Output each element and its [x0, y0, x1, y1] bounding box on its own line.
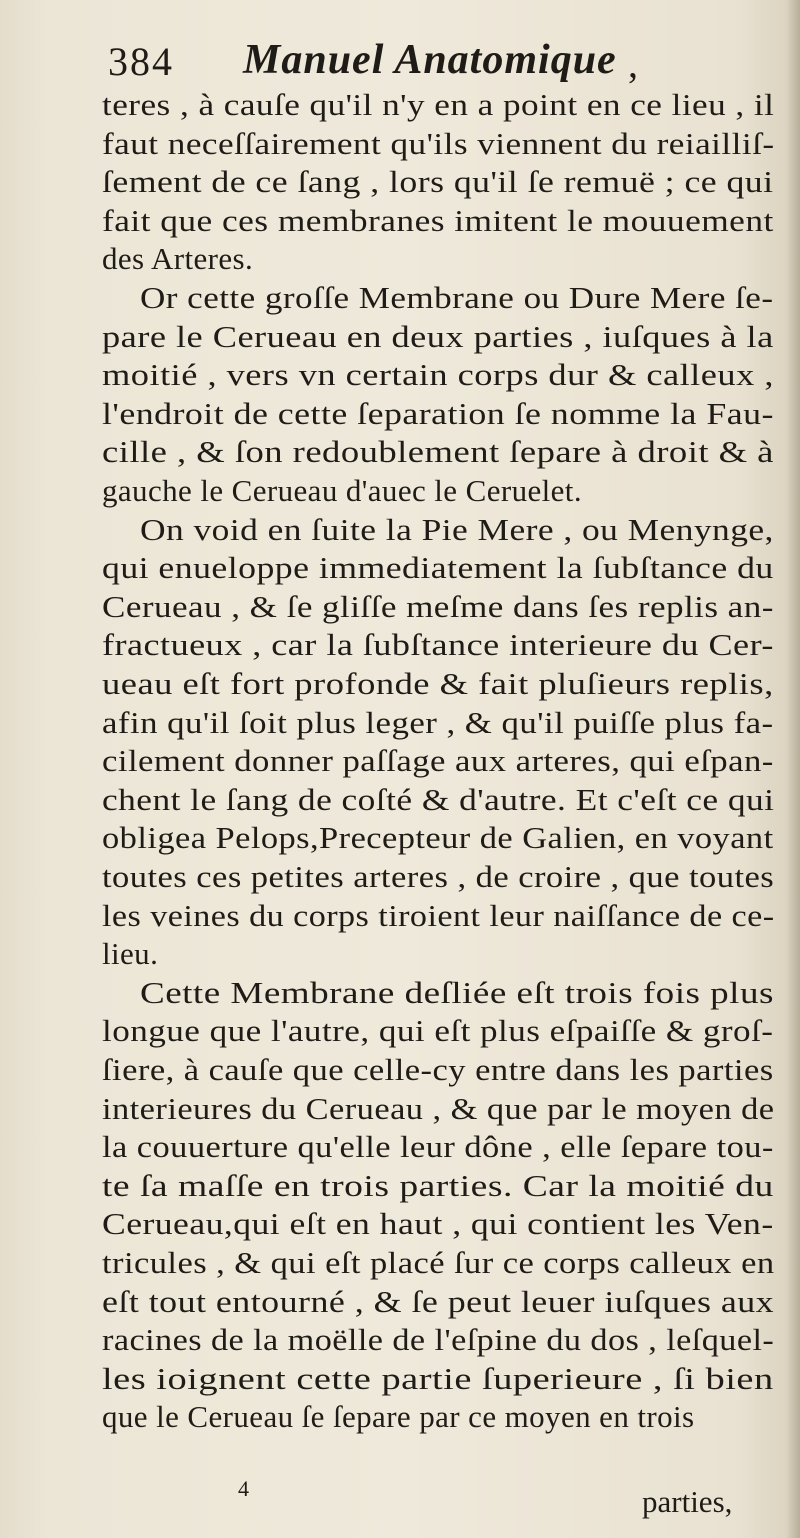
- text-line: tricules , & qui eſt placé ſur ce corps calleux en: [102, 1245, 775, 1280]
- text-line: afin qu'il ſoit plus leger , & qu'il puiſſe plus fa-: [102, 704, 774, 740]
- text-line: Or cette groſſe Membrane ou Dure Mere ſe-: [140, 280, 774, 315]
- running-head: [108, 34, 668, 90]
- catchword: parties,: [642, 1484, 733, 1519]
- text-line: obligea Pelops,Precepteur de Galien, en voyant: [102, 820, 774, 856]
- running-title-comma: ,: [628, 41, 638, 86]
- text-line: toutes ces petites arteres , de croire , que toutes: [102, 859, 775, 894]
- text-line: pare le Cerueau en deux parties , iuſques à la: [102, 318, 774, 354]
- text-line: ſiere, à cauſe que celle-cy entre dans les parties: [102, 1052, 774, 1087]
- text-line: te ſa maſſe en trois parties. Car la moitié du: [102, 1167, 774, 1203]
- text-line: racines de la moëlle de l'eſpine du dos , leſquel-: [102, 1322, 775, 1358]
- text-line: faut neceſſairement qu'ils viennent du reiailliſ-: [102, 125, 775, 161]
- text-line: On void en ſuite la Pie Mere , ou Menynge,: [140, 511, 774, 547]
- text-line: ueau eſt fort profonde & fait pluſieurs replis,: [102, 666, 774, 701]
- text-line: ſement de ce ſang , lors qu'il ſe remuë ; ce qui: [102, 164, 774, 200]
- text-line: les ioignent cette partie ſuperieure , ſi bien: [102, 1360, 774, 1396]
- text-line: l'endroit de cette ſeparation ſe nomme la Fau-: [102, 395, 774, 431]
- text-line: interieures du Cerueau , & que par le moyen de: [102, 1090, 775, 1126]
- text-line: teres , à cauſe qu'il n'y en a point en ce lieu , il: [102, 87, 775, 122]
- text-line: Cerueau,qui eſt en haut , qui contient les Ven-: [102, 1206, 774, 1242]
- text-line: les veines du corps tiroient leur naiſſance de ce-: [102, 897, 775, 933]
- text-line: cille , & ſon redoublement ſepare à droit & à: [102, 434, 774, 470]
- text-line: eſt tout entourné , & ſe peut leuer iuſques aux: [102, 1283, 775, 1319]
- text-line: qui enueloppe immediatement la ſubſtance du: [102, 550, 774, 586]
- text-line: lieu.: [102, 936, 159, 972]
- text-line: Cette Membrane deſliée eſt trois fois plus: [140, 974, 774, 1010]
- text-line: gauche le Cerueau d'auec le Ceruelet.: [102, 473, 582, 508]
- text-line: Cerueau , & ſe gliſſe meſme dans ſes replis an-: [102, 588, 774, 624]
- text-line: cilement donner paſſage aux arteres, qui eſpan-: [102, 743, 774, 779]
- running-title: Manuel Anatomique: [243, 37, 617, 83]
- page-number: 384: [108, 39, 174, 84]
- text-line: des Arteres.: [102, 241, 254, 277]
- text-line: la couuerture qu'elle leur dône , elle ſepare tou-: [102, 1129, 774, 1165]
- text-line: que le Cerueau ſe ſepare par ce moyen en trois: [102, 1399, 695, 1435]
- text-line: moitié , vers vn certain corps dur & calleux ,: [102, 357, 774, 393]
- signature-mark: 4: [238, 1476, 249, 1501]
- text-line: longue que l'autre, qui eſt plus eſpaiſſe & groſ-: [102, 1013, 774, 1049]
- text-line: fait que ces membranes imitent le mouuement: [102, 202, 774, 238]
- text-line: fractueux , car la ſubſtance interieure du Cer-: [102, 627, 774, 663]
- page-edge-shadow: [786, 0, 800, 1538]
- text-line: chent le ſang de coſté & d'autre. Et c'eſt ce qui: [102, 781, 775, 817]
